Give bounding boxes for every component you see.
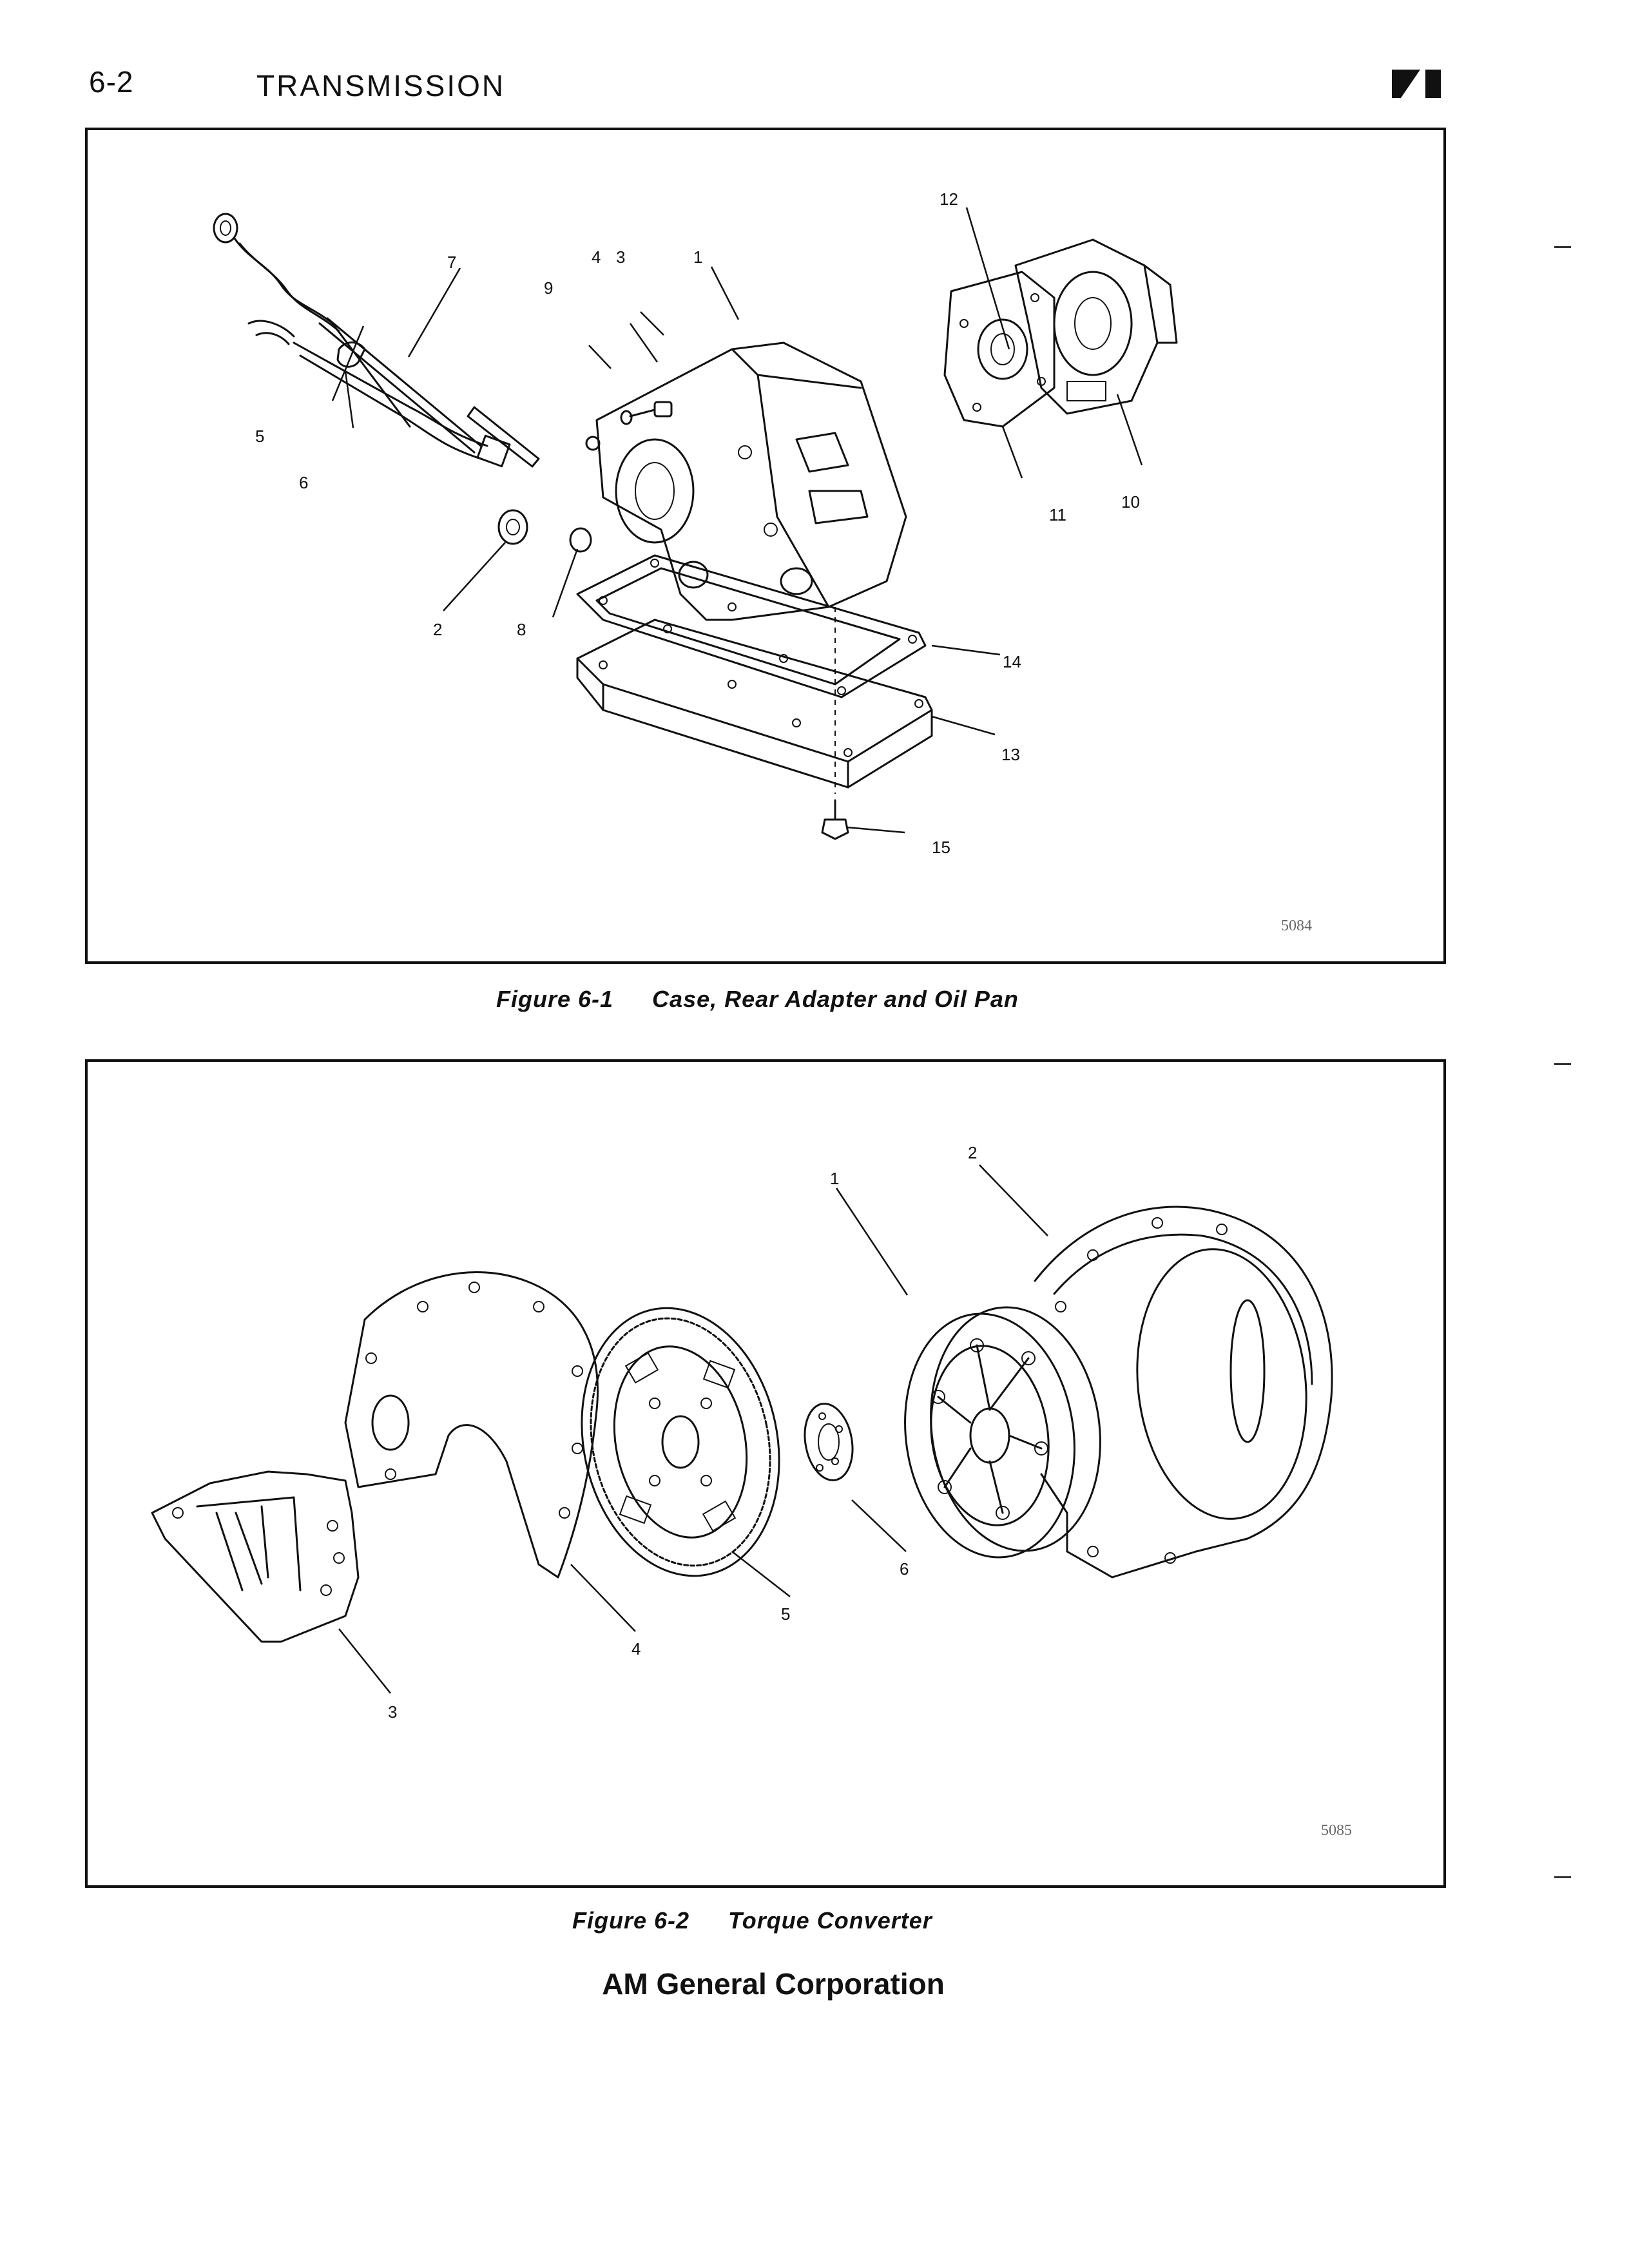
figure-title: Case, Rear Adapter and Oil Pan [652,986,1019,1012]
section-title: TRANSMISSION [256,69,506,102]
page-number: 6-2 [89,65,134,99]
grommet-icon [499,510,591,552]
margin-mark [1554,1876,1571,1878]
callout-13: 13 [1001,745,1020,764]
bracket-icon [152,1472,358,1642]
callout-7: 7 [447,253,457,272]
figure-label: Figure 6-1 [496,986,614,1012]
callout-6: 6 [299,473,309,492]
margin-mark [1554,246,1571,248]
callout-8: 8 [517,620,526,639]
margin-mark [1554,1063,1571,1065]
callout-1: 1 [693,247,703,267]
callout-10: 10 [1121,492,1140,512]
callout-11: 11 [1049,505,1066,524]
bellhousing-icon [1035,1207,1332,1577]
callout-4: 4 [592,247,601,267]
rear-adapter-gasket-icon [945,272,1054,427]
callout-5: 5 [781,1604,791,1624]
callout-12: 12 [940,189,958,209]
figure-label: Figure 6-2 [572,1907,690,1934]
callout-4: 4 [631,1639,641,1658]
adapter-plate-icon [345,1273,598,1578]
callout-3: 3 [388,1702,398,1722]
spacer-ring-icon [799,1400,858,1485]
torque-converter-icon [890,1296,1115,1568]
filler-tube-icon [249,321,510,466]
figure-6-2-caption [572,1907,932,1934]
figure-title: Torque Converter [728,1907,932,1934]
rear-adapter-icon [1016,240,1177,414]
flexplate-icon [558,1289,804,1594]
callout-2: 2 [968,1143,978,1162]
pan-bolt-icon [822,607,848,839]
figure-6-2-illustration [85,1059,1446,1888]
figure-6-1-illustration [85,128,1446,964]
oil-pan-icon [577,620,932,787]
figure-code: 5084 [1281,918,1312,934]
callout-15: 15 [932,838,950,857]
callout-5: 5 [255,427,265,446]
bolt-icon [586,402,671,450]
oil-pan-gasket-icon [577,555,925,697]
callout-6: 6 [900,1559,909,1579]
figure-code: 5085 [1321,1822,1352,1839]
footer-corporation: AM General Corporation [602,1967,945,2001]
callout-1: 1 [830,1169,840,1188]
callout-9: 9 [544,278,554,298]
callout-2: 2 [433,620,443,639]
callout-14: 14 [1003,652,1021,671]
figure-6-1-caption [496,986,1019,1013]
am-general-logo-icon [1392,67,1443,101]
callout-3: 3 [616,247,626,267]
